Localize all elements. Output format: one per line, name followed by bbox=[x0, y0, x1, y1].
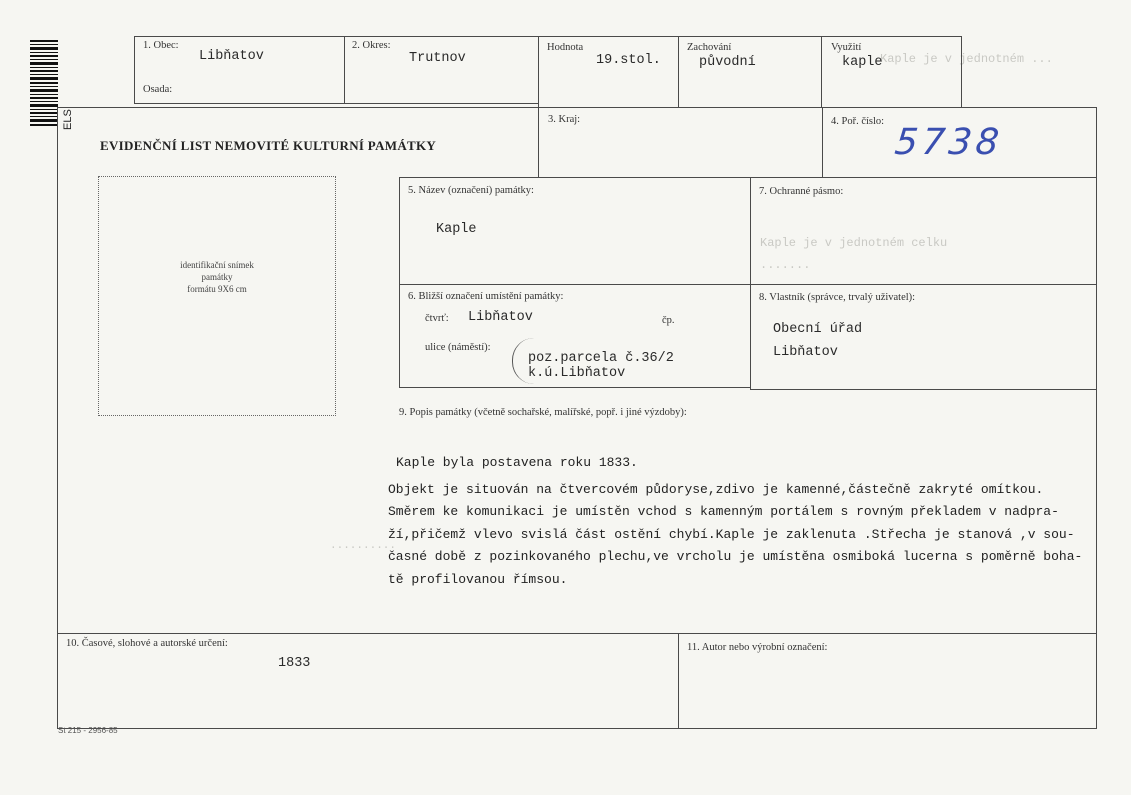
popis-text bbox=[388, 452, 1083, 591]
kraj-label: 3. Kraj: bbox=[548, 114, 581, 125]
osada-label: Osada: bbox=[143, 84, 173, 95]
vyuziti-value: kaple bbox=[842, 55, 883, 70]
vlastnik-field bbox=[750, 284, 1097, 390]
urceni-field bbox=[57, 633, 679, 729]
ku-value: k.ú.Libňatov bbox=[528, 366, 626, 381]
bleed-through-text: Kaple je v jednotném celku bbox=[760, 236, 948, 250]
zachovani-value: původní bbox=[699, 55, 756, 70]
vyuziti-field bbox=[821, 36, 962, 108]
okres-label: 2. Okres: bbox=[352, 40, 391, 51]
nazev-field bbox=[399, 177, 751, 285]
obec-label: 1. Obec: bbox=[143, 40, 179, 51]
por-cislo-value: 5738 bbox=[892, 122, 1005, 163]
bleed-through-text: Kaple je v jednotném ... bbox=[880, 52, 1053, 66]
popis-line: tě profilovanou římsou. bbox=[388, 571, 568, 587]
zachovani-field bbox=[678, 36, 822, 108]
photo-caption-line: památky bbox=[201, 272, 233, 282]
nazev-label: 5. Název (označení) památky: bbox=[408, 185, 534, 196]
barcode-icon bbox=[30, 40, 58, 130]
vyuziti-label: Využití bbox=[831, 42, 862, 53]
ctvrt-label: čtvrť: bbox=[425, 313, 449, 324]
autor-field bbox=[678, 633, 1097, 729]
cp-label: čp. bbox=[662, 315, 675, 326]
ochranne-pasmo-label: 7. Ochranné pásmo: bbox=[759, 186, 844, 197]
autor-label: 11. Autor nebo výrobní označení: bbox=[687, 642, 828, 653]
photo-placeholder bbox=[98, 176, 336, 416]
obec-field bbox=[134, 36, 345, 104]
popis-line: ží,přičemž vlevo svislá část ostění chybí.Kaple je zaklenuta .Střecha je stanová ,v sou- bbox=[388, 526, 1075, 542]
ulice-label: ulice (náměstí): bbox=[425, 342, 491, 353]
ctvrt-value: Libňatov bbox=[468, 310, 533, 325]
nazev-value: Kaple bbox=[436, 222, 477, 237]
popis-line: časné době z pozinkovaného plechu,ve vrcholu je umístěna osmiboká lucerna s poměrně boha- bbox=[388, 549, 1083, 564]
document-title: EVIDENČNÍ LIST NEMOVITÉ KULTURNÍ PAMÁTKY bbox=[100, 138, 437, 153]
umisteni-field bbox=[399, 284, 751, 388]
umisteni-label: 6. Bližší označení umístění památky: bbox=[408, 291, 564, 302]
urceni-label: 10. Časové, slohové a autorské určení: bbox=[66, 638, 228, 649]
hodnota-field bbox=[538, 36, 679, 108]
hodnota-label: Hodnota bbox=[547, 42, 584, 53]
okres-value: Trutnov bbox=[409, 51, 466, 66]
urceni-value: 1833 bbox=[278, 656, 311, 671]
zachovani-label: Zachování bbox=[687, 42, 732, 53]
popis-line: Směrem ke komunikaci je umístěn vchod s kamenným portálem s rovným překladem v nadpra- bbox=[388, 504, 1059, 519]
vlastnik-value-line1: Obecní úřad bbox=[773, 322, 863, 337]
bleed-through-text: ....... bbox=[760, 258, 811, 272]
por-cislo-label: 4. Poř. číslo: bbox=[831, 116, 885, 127]
vlastnik-value-line2: Libňatov bbox=[773, 345, 838, 360]
kraj-field bbox=[538, 107, 823, 178]
ochranne-pasmo-field bbox=[750, 177, 1097, 285]
obec-value: Libňatov bbox=[199, 49, 264, 64]
photo-caption-line: identifikační snímek bbox=[180, 260, 254, 270]
parcela-value: poz.parcela č.36/2 bbox=[528, 351, 674, 366]
vlastnik-label: 8. Vlastník (správce, trvalý uživatel): bbox=[759, 292, 916, 303]
popis-line: Objekt je situován na čtvercovém půdoryse,zdivo je kamenné,částečně zakryté omítkou. bbox=[388, 481, 1044, 497]
form-code: St 215 - 2956-85 bbox=[58, 726, 118, 735]
side-code: ELS bbox=[62, 109, 74, 130]
okres-field bbox=[344, 36, 539, 104]
popis-line: Kaple byla postavena roku 1833. bbox=[396, 455, 638, 470]
popis-label: 9. Popis památky (včetně sochařské, malířské, popř. i jiné výzdoby): bbox=[399, 407, 687, 418]
hodnota-value: 19.stol. bbox=[596, 53, 661, 68]
bleed-through-text: .......... bbox=[330, 540, 397, 552]
photo-caption-line: formátu 9X6 cm bbox=[187, 284, 247, 294]
